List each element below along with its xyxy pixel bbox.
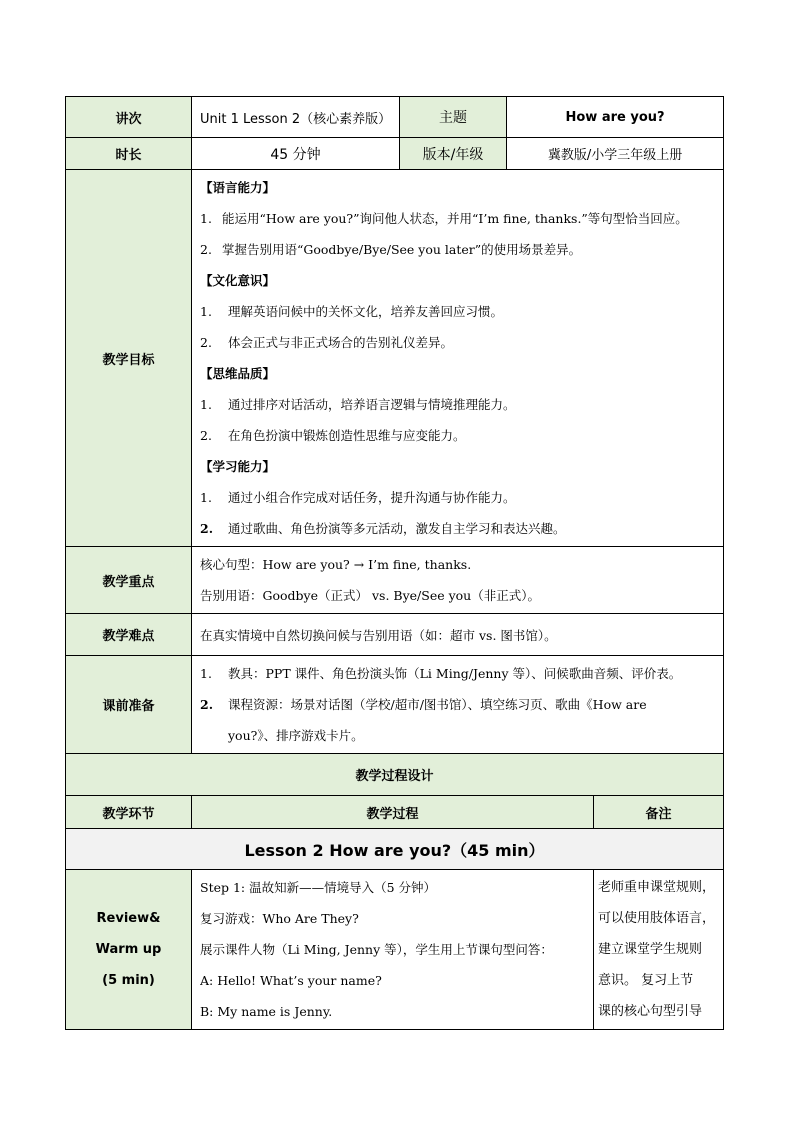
- preparation-item: 2. 课程资源：场景对话图（学校/超市/图书馆）、填空练习页、歌曲《How are: [200, 697, 647, 712]
- lesson-row: [66, 97, 724, 138]
- key-points-label: 教学重点: [66, 547, 192, 614]
- warmup-stage-line: Warm up: [95, 942, 162, 957]
- key-point-line: 告别用语：Goodbye（正式） vs. Bye/See you（非正式）。: [200, 588, 540, 603]
- warmup-note-line: 意识。 复习上节: [598, 973, 694, 988]
- preparation-label: 课前准备: [66, 656, 192, 754]
- col-stage-header: 教学环节: [66, 796, 192, 829]
- goals-label: 教学目标: [66, 170, 192, 547]
- goal-item: 1. 理解英语问候中的关怀文化，培养友善回应习惯。: [200, 304, 504, 319]
- duration-label: 时长: [66, 138, 192, 170]
- key-point-line: 核心句型：How are you? → I’m fine, thanks.: [200, 557, 472, 572]
- warmup-note-line: 课的核心句型引导: [598, 1004, 703, 1019]
- warmup-note-line: 建立课堂学生规则: [598, 942, 703, 957]
- goal-heading-thinking: 【思维品质】: [200, 366, 276, 381]
- warmup-stage: [66, 870, 192, 1030]
- warmup-line: 复习游戏：Who Are They?: [200, 911, 359, 926]
- difficulty-row: [66, 614, 724, 656]
- duration-row: [66, 138, 724, 170]
- preparation-row: [66, 656, 724, 754]
- col-note-header: 备注: [594, 796, 724, 829]
- goal-item: 1. 能运用“How are you?”询问他人状态，并用“I’m fine, thanks.”等句型恰当回应。: [200, 211, 688, 226]
- goal-item: 2. 掌握告别用语“Goodbye/Bye/See you later”的使用场景差异。: [200, 242, 582, 257]
- warmup-note-line: 可以使用肢体语言，: [598, 911, 716, 926]
- process-title-row: [66, 754, 724, 796]
- duration-value: 45 分钟: [192, 138, 400, 170]
- preparation-item-continued: you?》、排序游戏卡片。: [228, 728, 364, 743]
- goal-item: 2. 在角色扮演中锻炼创造性思维与应变能力。: [200, 428, 466, 443]
- key-points-row: [66, 547, 724, 614]
- goal-item: 2. 体会正式与非正式场合的告别礼仪差异。: [200, 335, 454, 350]
- warmup-line: 展示课件人物（Li Ming, Jenny 等），学生用上节课句型问答：: [200, 942, 553, 957]
- lesson-title: Lesson 2 How are you?（45 min）: [66, 829, 724, 870]
- warmup-note-line: 老师重申课堂规则，: [598, 880, 716, 895]
- col-process-header: 教学过程: [192, 796, 594, 829]
- goal-item: 1. 通过排序对话活动，培养语言逻辑与情境推理能力。: [200, 397, 516, 412]
- warmup-line: B: My name is Jenny.: [200, 1004, 333, 1019]
- goal-item: 2. 通过歌曲、角色扮演等多元活动，激发自主学习和表达兴趣。: [200, 521, 566, 536]
- lesson-plan-table: [65, 96, 724, 1030]
- lesson-value: Unit 1 Lesson 2（核心素养版）: [192, 97, 400, 138]
- goals-row: [66, 170, 724, 547]
- warmup-line: A: Hello! What’s your name?: [200, 973, 382, 988]
- edition-value: 冀教版/小学三年级上册: [507, 138, 724, 170]
- preparation-item: 1. 教具：PPT 课件、角色扮演头饰（Li Ming/Jenny 等）、问候歌曲音频、评价表。: [200, 666, 682, 681]
- goal-heading-culture: 【文化意识】: [200, 273, 276, 288]
- topic-label: 主题: [400, 97, 507, 138]
- topic-value: How are you?: [507, 97, 724, 138]
- warmup-note: [594, 870, 724, 1030]
- process-header-row: [66, 796, 724, 829]
- lesson-label: 讲次: [66, 97, 192, 138]
- difficulty-text: 在真实情境中自然切换问候与告别用语（如：超市 vs. 图书馆）。: [192, 614, 724, 656]
- process-title: 教学过程设计: [66, 754, 724, 796]
- warmup-stage-line: (5 min): [102, 973, 155, 988]
- warmup-row: [66, 870, 724, 1030]
- lesson-title-row: [66, 829, 724, 870]
- warmup-line: Step 1: 温故知新——情境导入（5 分钟）: [200, 880, 437, 895]
- key-points-content: [192, 547, 724, 614]
- goal-item: 1. 通过小组合作完成对话任务，提升沟通与协作能力。: [200, 490, 516, 505]
- goal-heading-language: 【语言能力】: [200, 180, 276, 195]
- edition-label: 版本/年级: [400, 138, 507, 170]
- warmup-stage-line: Review&: [96, 911, 161, 926]
- difficulty-label: 教学难点: [66, 614, 192, 656]
- preparation-content: [192, 656, 724, 754]
- warmup-process: [192, 870, 594, 1030]
- goals-content: [192, 170, 724, 547]
- goal-heading-learning: 【学习能力】: [200, 459, 276, 474]
